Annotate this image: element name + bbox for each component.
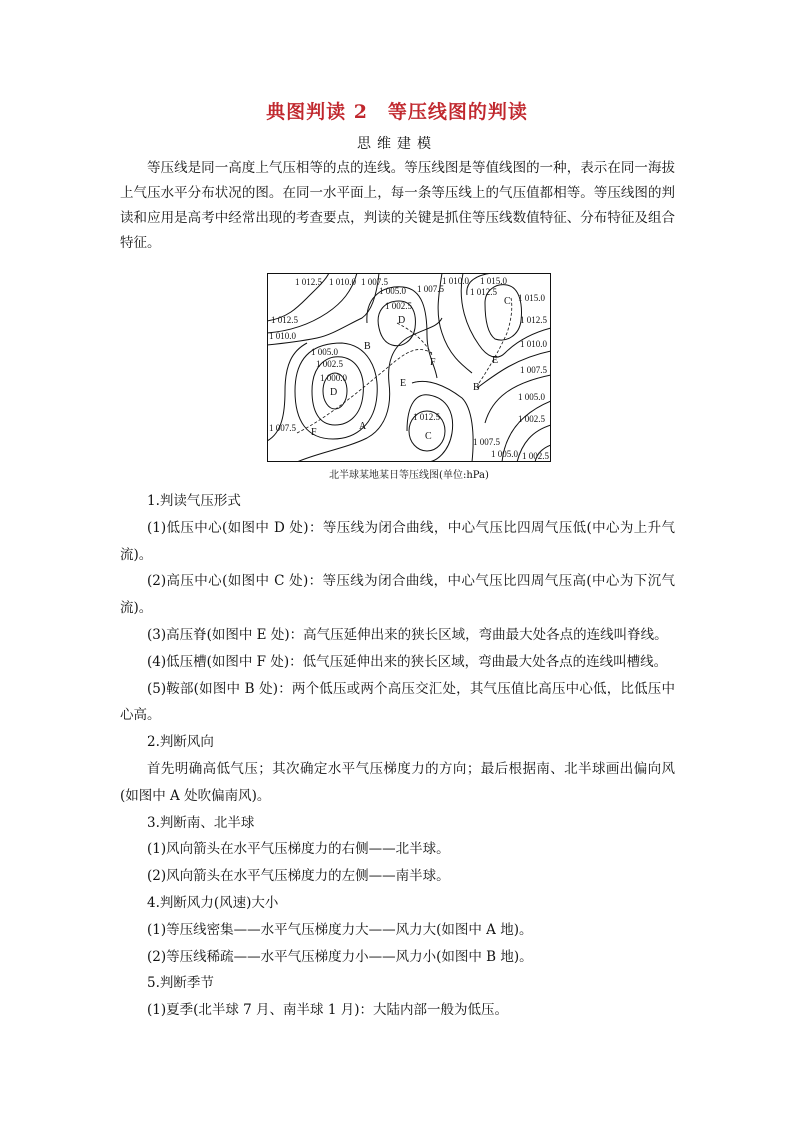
isobar-label: 1 010.0 xyxy=(269,331,296,341)
isobar-label: 1 005.0 xyxy=(491,449,518,459)
paragraph: (3)高压脊(如图中 E 处)：高气压延伸出来的狭长区域，弯曲最大处各点的连线叫脊线。 xyxy=(147,626,668,643)
isobar-label: 1 002.5 xyxy=(316,359,343,369)
paragraph: (2)等压线稀疏——水平气压梯度力小——风力小(如图中 B 地)。 xyxy=(147,948,533,965)
paragraph: (1)等压线密集——水平气压梯度力大——风力大(如图中 A 地)。 xyxy=(147,921,533,938)
paragraph: 首先明确高低气压；其次确定水平气压梯度力的方向；最后根据南、北半球画出偏向风(如图中 A 处吹偏南风)。 xyxy=(120,760,675,804)
point-label-D: D xyxy=(330,387,338,398)
point-label-C: C xyxy=(504,296,511,307)
isobar-label: 1 005.0 xyxy=(518,392,545,402)
section-heading: 3.判断南、北半球 xyxy=(147,814,255,831)
paragraph: (1)风向箭头在水平气压梯度力的右侧——北半球。 xyxy=(147,841,450,858)
isobar-map-figure xyxy=(267,273,551,462)
isobar-label: 1 002.5 xyxy=(518,414,545,424)
paragraph: (1)低压中心(如图中 D 处)：等压线为闭合曲线，中心气压比四周气压低(中心为上升气流)。 xyxy=(120,519,675,563)
isobar-label: 1 015.0 xyxy=(518,293,545,303)
paragraph: (4)低压槽(如图中 F 处)：低气压延伸出来的狭长区域，弯曲最大处各点的连线叫槽线。 xyxy=(147,653,668,670)
isobar-label: 1 007.5 xyxy=(520,365,547,375)
isobar-label: 1 007.5 xyxy=(269,423,296,433)
isobar-label: 1 015.0 xyxy=(480,276,507,286)
isobar-label: 1 012.5 xyxy=(470,287,497,297)
isobar-label: 1 007.5 xyxy=(417,284,444,294)
isobar-label: 1 010.0 xyxy=(442,276,469,286)
point-label-F: F xyxy=(311,427,317,438)
section-heading: 5.判断季节 xyxy=(147,975,214,992)
isobar-label: 1 010.0 xyxy=(520,339,547,349)
paragraph: (1)夏季(北半球 7 月、南半球 1 月)：大陆内部一般为低压。 xyxy=(147,1002,508,1019)
isobar-label: 1 007.5 xyxy=(473,437,500,447)
isobar-label: 1 012.5 xyxy=(271,315,298,325)
body-text xyxy=(120,488,675,1024)
point-label-E: E xyxy=(400,378,407,389)
point-label-A: A xyxy=(359,421,367,432)
point-label-D: D xyxy=(398,315,406,326)
isobar-label: 1 012.5 xyxy=(295,277,322,287)
isobar-label: 1 007.5 xyxy=(361,277,388,287)
isobar-label: 1 000.0 xyxy=(320,373,347,383)
point-label-F: F xyxy=(430,357,436,368)
isobar-label: 1 010.0 xyxy=(329,277,356,287)
isobar-label: 1 002.5 xyxy=(522,451,549,461)
paragraph: (2)风向箭头在水平气压梯度力的左侧——南半球。 xyxy=(147,868,450,885)
section-heading: 1.判读气压形式 xyxy=(147,493,241,509)
point-label-C: C xyxy=(425,431,432,442)
section-heading: 4.判断风力(风速)大小 xyxy=(147,894,279,911)
point-label-E: E xyxy=(492,355,499,366)
isobar-label: 1 012.5 xyxy=(520,315,547,325)
isobar-label: 1 005.0 xyxy=(311,347,338,357)
isobar-label: 1 005.0 xyxy=(379,286,406,296)
point-label-B: B xyxy=(364,341,371,352)
figure-caption: 北半球某地某日等压线图(单位:hPa) xyxy=(329,470,489,481)
page-title: 典图判读 2 等压线图的判读 xyxy=(266,101,528,123)
section-heading: 2.判断风向 xyxy=(147,734,214,751)
isobar-label: 1 012.5 xyxy=(413,412,440,422)
intro-paragraph: 等压线是同一高度上气压相等的点的连线。等压线图是等值线图的一种，表示在同一海拔上气压水平分布状况的图。在同一水平面上，每一条等压线上的气压值都相等。等压线图的判读和应用是高考中经常出现的考查要点，判读的关键是抓住等压线数值特征、分布特征及组合特征。 xyxy=(120,160,675,251)
paragraph: (5)鞍部(如图中 B 处)：两个低压或两个高压交汇处，其气压值比高压中心低，比低压中心高。 xyxy=(120,680,675,724)
isobar-map xyxy=(267,273,551,462)
isobar-label: 1 002.5 xyxy=(385,301,412,311)
section-subtitle: 思维建模 xyxy=(357,136,437,152)
paragraph: (2)高压中心(如图中 C 处)：等压线为闭合曲线，中心气压比四周气压高(中心为下沉气流)。 xyxy=(120,573,675,617)
point-label-B: B xyxy=(473,382,480,393)
